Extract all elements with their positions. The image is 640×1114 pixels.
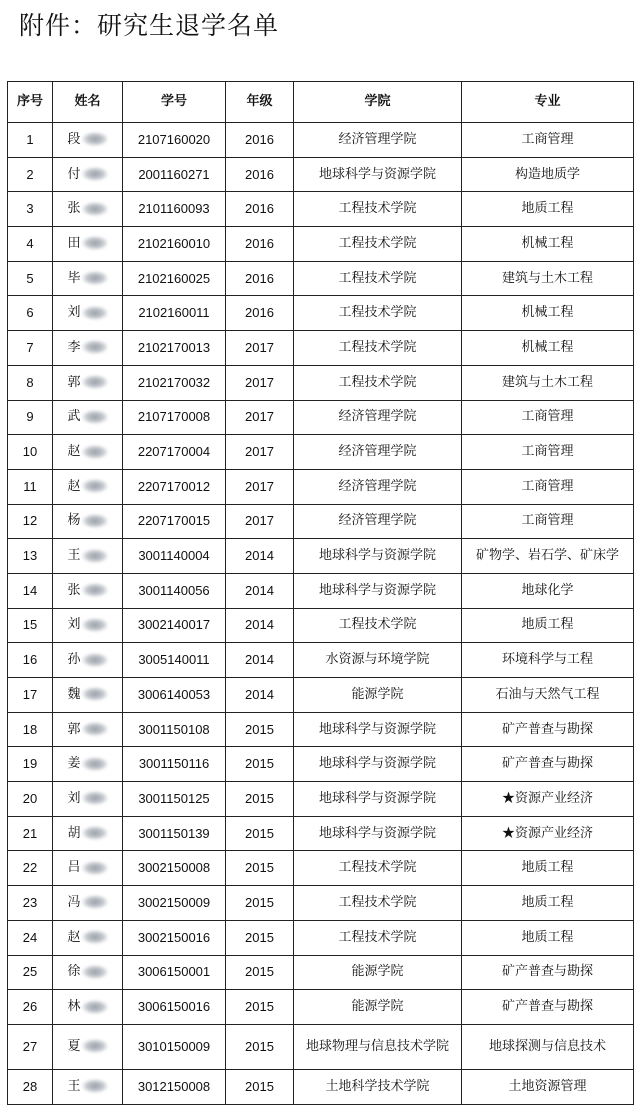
table-row <box>8 435 634 470</box>
row-student-id: 3001140056 <box>123 573 226 608</box>
row-college: 能源学院 <box>294 955 462 990</box>
table-row <box>8 123 634 158</box>
table-row <box>8 747 634 782</box>
row-student-id: 2001160271 <box>123 157 226 192</box>
row-grade: 2015 <box>226 816 294 851</box>
name-surname: 林 <box>67 999 81 1015</box>
header-grade: 年级 <box>226 82 294 123</box>
name-surname: 武 <box>67 409 81 425</box>
table-row <box>8 851 634 886</box>
table-row <box>8 192 634 227</box>
table-row <box>8 573 634 608</box>
table-header-row <box>8 82 634 123</box>
name-redaction-blur <box>82 895 108 909</box>
name-surname: 杨 <box>67 513 81 529</box>
row-major: 矿产普查与勘探 <box>462 955 634 990</box>
row-major: 构造地质学 <box>462 157 634 192</box>
row-index: 21 <box>8 816 53 851</box>
row-major: 石油与天然气工程 <box>462 678 634 713</box>
row-index: 6 <box>8 296 53 331</box>
row-name <box>53 851 123 886</box>
row-college: 地球科学与资源学院 <box>294 816 462 851</box>
row-major: 地质工程 <box>462 886 634 921</box>
row-college: 工程技术学院 <box>294 886 462 921</box>
row-college: 经济管理学院 <box>294 504 462 539</box>
table-row <box>8 712 634 747</box>
name-surname: 吕 <box>67 860 81 876</box>
table-row <box>8 296 634 331</box>
row-college: 地球科学与资源学院 <box>294 573 462 608</box>
row-student-id: 2102160011 <box>123 296 226 331</box>
name-surname: 郭 <box>67 374 81 390</box>
row-grade: 2014 <box>226 573 294 608</box>
header-college: 学院 <box>294 82 462 123</box>
row-grade: 2016 <box>226 261 294 296</box>
row-index: 9 <box>8 400 53 435</box>
table-row <box>8 504 634 539</box>
row-student-id: 3002140017 <box>123 608 226 643</box>
row-student-id: 3001150125 <box>123 782 226 817</box>
row-major: 矿物学、岩石学、矿床学 <box>462 539 634 574</box>
row-grade: 2015 <box>226 782 294 817</box>
row-college: 地球科学与资源学院 <box>294 539 462 574</box>
row-name <box>53 955 123 990</box>
name-redaction-blur <box>82 791 108 805</box>
row-student-id: 3002150009 <box>123 886 226 921</box>
row-college: 地球科学与资源学院 <box>294 712 462 747</box>
name-redaction-blur <box>82 757 108 771</box>
row-major: ★资源产业经济 <box>462 816 634 851</box>
name-redaction-blur <box>82 1000 108 1014</box>
row-index: 7 <box>8 331 53 366</box>
row-grade: 2017 <box>226 365 294 400</box>
row-name <box>53 123 123 158</box>
table-row <box>8 643 634 678</box>
table-row <box>8 816 634 851</box>
row-student-id: 3002150016 <box>123 920 226 955</box>
row-college: 能源学院 <box>294 678 462 713</box>
row-college: 工程技术学院 <box>294 296 462 331</box>
row-student-id: 3001150139 <box>123 816 226 851</box>
name-redaction-blur <box>82 687 108 701</box>
row-student-id: 2101160093 <box>123 192 226 227</box>
row-grade: 2015 <box>226 1024 294 1069</box>
row-student-id: 2102170013 <box>123 331 226 366</box>
row-index: 14 <box>8 573 53 608</box>
row-grade: 2015 <box>226 920 294 955</box>
row-index: 22 <box>8 851 53 886</box>
row-grade: 2015 <box>226 886 294 921</box>
name-surname: 魏 <box>67 686 81 702</box>
row-name <box>53 400 123 435</box>
name-redaction-blur <box>82 826 108 840</box>
row-name <box>53 331 123 366</box>
row-index: 5 <box>8 261 53 296</box>
name-surname: 刘 <box>67 305 81 321</box>
name-surname: 张 <box>67 582 81 598</box>
name-surname: 孙 <box>67 652 81 668</box>
name-redaction-blur <box>82 722 108 736</box>
row-student-id: 2107160020 <box>123 123 226 158</box>
table-row <box>8 955 634 990</box>
row-student-id: 2207170004 <box>123 435 226 470</box>
row-index: 3 <box>8 192 53 227</box>
name-surname: 段 <box>67 131 81 147</box>
page-title: 附件：研究生退学名单 <box>19 11 280 40</box>
row-name <box>53 1069 123 1104</box>
row-index: 11 <box>8 469 53 504</box>
table-row <box>8 469 634 504</box>
table-row <box>8 400 634 435</box>
table-row <box>8 539 634 574</box>
name-surname: 张 <box>67 201 81 217</box>
name-redaction-blur <box>82 479 108 493</box>
row-grade: 2015 <box>226 1069 294 1104</box>
row-index: 20 <box>8 782 53 817</box>
name-surname: 王 <box>67 1078 81 1094</box>
row-college: 经济管理学院 <box>294 435 462 470</box>
name-surname: 赵 <box>67 444 81 460</box>
row-major: 环境科学与工程 <box>462 643 634 678</box>
row-student-id: 3010150009 <box>123 1024 226 1069</box>
name-redaction-blur <box>82 236 108 250</box>
name-redaction-blur <box>82 549 108 563</box>
row-name <box>53 608 123 643</box>
row-college: 经济管理学院 <box>294 469 462 504</box>
row-student-id: 3012150008 <box>123 1069 226 1104</box>
row-college: 土地科学技术学院 <box>294 1069 462 1104</box>
table-row <box>8 782 634 817</box>
row-grade: 2015 <box>226 851 294 886</box>
name-redaction-blur <box>82 583 108 597</box>
row-student-id: 3002150008 <box>123 851 226 886</box>
row-college: 工程技术学院 <box>294 608 462 643</box>
name-redaction-blur <box>82 618 108 632</box>
row-student-id: 3006140053 <box>123 678 226 713</box>
row-name <box>53 573 123 608</box>
row-grade: 2017 <box>226 469 294 504</box>
row-college: 工程技术学院 <box>294 851 462 886</box>
name-surname: 姜 <box>67 756 81 772</box>
row-major: 地质工程 <box>462 192 634 227</box>
header-name: 姓名 <box>53 82 123 123</box>
row-index: 26 <box>8 990 53 1025</box>
row-major: 机械工程 <box>462 296 634 331</box>
row-grade: 2015 <box>226 712 294 747</box>
row-major: 矿产普查与勘探 <box>462 747 634 782</box>
name-surname: 李 <box>67 339 81 355</box>
row-grade: 2014 <box>226 608 294 643</box>
row-student-id: 2102160025 <box>123 261 226 296</box>
name-surname: 徐 <box>67 964 81 980</box>
row-student-id: 3005140011 <box>123 643 226 678</box>
row-grade: 2015 <box>226 990 294 1025</box>
name-redaction-blur <box>82 514 108 528</box>
row-index: 18 <box>8 712 53 747</box>
row-college: 工程技术学院 <box>294 331 462 366</box>
name-redaction-blur <box>82 202 108 216</box>
table-row <box>8 990 634 1025</box>
row-college: 工程技术学院 <box>294 261 462 296</box>
name-surname: 田 <box>67 235 81 251</box>
row-major: 矿产普查与勘探 <box>462 990 634 1025</box>
row-college: 工程技术学院 <box>294 227 462 262</box>
name-redaction-blur <box>82 1039 108 1053</box>
name-surname: 冯 <box>67 894 81 910</box>
row-index: 19 <box>8 747 53 782</box>
row-grade: 2014 <box>226 678 294 713</box>
row-index: 16 <box>8 643 53 678</box>
row-name <box>53 782 123 817</box>
name-redaction-blur <box>82 340 108 354</box>
row-grade: 2016 <box>226 296 294 331</box>
row-major: 地质工程 <box>462 851 634 886</box>
row-index: 27 <box>8 1024 53 1069</box>
table-row <box>8 608 634 643</box>
name-redaction-blur <box>82 930 108 944</box>
row-major: 地质工程 <box>462 608 634 643</box>
row-name <box>53 157 123 192</box>
row-index: 23 <box>8 886 53 921</box>
row-index: 17 <box>8 678 53 713</box>
row-grade: 2015 <box>226 955 294 990</box>
row-major: 地球探测与信息技术 <box>462 1024 634 1069</box>
name-redaction-blur <box>82 445 108 459</box>
row-student-id: 3001150108 <box>123 712 226 747</box>
row-student-id: 2207170012 <box>123 469 226 504</box>
name-redaction-blur <box>82 271 108 285</box>
row-name <box>53 296 123 331</box>
row-college: 工程技术学院 <box>294 365 462 400</box>
row-college: 经济管理学院 <box>294 123 462 158</box>
table-row <box>8 227 634 262</box>
row-index: 28 <box>8 1069 53 1104</box>
row-major: 工商管理 <box>462 400 634 435</box>
header-index: 序号 <box>8 82 53 123</box>
table-row <box>8 365 634 400</box>
row-major: 地球化学 <box>462 573 634 608</box>
row-grade: 2017 <box>226 504 294 539</box>
row-grade: 2015 <box>226 747 294 782</box>
row-student-id: 3006150001 <box>123 955 226 990</box>
row-name <box>53 1024 123 1069</box>
row-index: 24 <box>8 920 53 955</box>
row-college: 工程技术学院 <box>294 920 462 955</box>
row-student-id: 3001140004 <box>123 539 226 574</box>
name-redaction-blur <box>82 410 108 424</box>
row-name <box>53 365 123 400</box>
name-redaction-blur <box>82 861 108 875</box>
header-major: 专业 <box>462 82 634 123</box>
row-name <box>53 539 123 574</box>
row-name <box>53 261 123 296</box>
row-major: 土地资源管理 <box>462 1069 634 1104</box>
row-index: 2 <box>8 157 53 192</box>
table-row <box>8 331 634 366</box>
row-name <box>53 816 123 851</box>
row-student-id: 3006150016 <box>123 990 226 1025</box>
row-major: 建筑与土木工程 <box>462 261 634 296</box>
row-grade: 2016 <box>226 123 294 158</box>
row-grade: 2016 <box>226 192 294 227</box>
name-redaction-blur <box>82 167 108 181</box>
name-redaction-blur <box>82 306 108 320</box>
row-major: 工商管理 <box>462 435 634 470</box>
row-grade: 2014 <box>226 539 294 574</box>
row-major: 工商管理 <box>462 123 634 158</box>
table-row <box>8 157 634 192</box>
row-college: 能源学院 <box>294 990 462 1025</box>
row-student-id: 2102170032 <box>123 365 226 400</box>
row-major: 工商管理 <box>462 469 634 504</box>
row-grade: 2017 <box>226 435 294 470</box>
row-grade: 2016 <box>226 157 294 192</box>
row-college: 地球科学与资源学院 <box>294 157 462 192</box>
row-name <box>53 227 123 262</box>
row-major: 矿产普查与勘探 <box>462 712 634 747</box>
row-grade: 2017 <box>226 331 294 366</box>
row-grade: 2014 <box>226 643 294 678</box>
row-name <box>53 678 123 713</box>
row-student-id: 2107170008 <box>123 400 226 435</box>
row-student-id: 3001150116 <box>123 747 226 782</box>
name-surname: 毕 <box>67 270 81 286</box>
name-redaction-blur <box>82 1079 108 1093</box>
name-surname: 刘 <box>67 617 81 633</box>
row-index: 12 <box>8 504 53 539</box>
row-major: 工商管理 <box>462 504 634 539</box>
name-redaction-blur <box>82 653 108 667</box>
name-redaction-blur <box>82 375 108 389</box>
row-college: 工程技术学院 <box>294 192 462 227</box>
table-row <box>8 1024 634 1069</box>
name-surname: 王 <box>67 548 81 564</box>
name-surname: 夏 <box>67 1038 81 1054</box>
table-row <box>8 261 634 296</box>
row-name <box>53 712 123 747</box>
row-major: 地质工程 <box>462 920 634 955</box>
row-index: 13 <box>8 539 53 574</box>
name-redaction-blur <box>82 965 108 979</box>
name-surname: 赵 <box>67 929 81 945</box>
row-grade: 2017 <box>226 400 294 435</box>
name-surname: 郭 <box>67 721 81 737</box>
row-name <box>53 504 123 539</box>
row-college: 地球物理与信息技术学院 <box>294 1024 462 1069</box>
row-major: 建筑与土木工程 <box>462 365 634 400</box>
row-major: 机械工程 <box>462 331 634 366</box>
row-index: 4 <box>8 227 53 262</box>
name-surname: 付 <box>67 166 81 182</box>
name-redaction-blur <box>82 132 108 146</box>
name-surname: 赵 <box>67 478 81 494</box>
row-name <box>53 747 123 782</box>
row-major: ★资源产业经济 <box>462 782 634 817</box>
row-index: 10 <box>8 435 53 470</box>
table-row <box>8 886 634 921</box>
name-surname: 刘 <box>67 790 81 806</box>
row-major: 机械工程 <box>462 227 634 262</box>
table-row <box>8 678 634 713</box>
header-student-id: 学号 <box>123 82 226 123</box>
row-index: 8 <box>8 365 53 400</box>
row-college: 经济管理学院 <box>294 400 462 435</box>
name-surname: 胡 <box>67 825 81 841</box>
row-name <box>53 435 123 470</box>
table-row <box>8 920 634 955</box>
row-index: 1 <box>8 123 53 158</box>
row-student-id: 2207170015 <box>123 504 226 539</box>
withdrawal-table <box>7 81 634 1105</box>
table-row <box>8 1069 634 1104</box>
row-index: 25 <box>8 955 53 990</box>
row-name <box>53 469 123 504</box>
row-college: 地球科学与资源学院 <box>294 747 462 782</box>
row-college: 水资源与环境学院 <box>294 643 462 678</box>
row-name <box>53 643 123 678</box>
row-student-id: 2102160010 <box>123 227 226 262</box>
row-name <box>53 886 123 921</box>
row-name <box>53 192 123 227</box>
row-college: 地球科学与资源学院 <box>294 782 462 817</box>
row-name <box>53 990 123 1025</box>
row-grade: 2016 <box>226 227 294 262</box>
row-name <box>53 920 123 955</box>
row-index: 15 <box>8 608 53 643</box>
